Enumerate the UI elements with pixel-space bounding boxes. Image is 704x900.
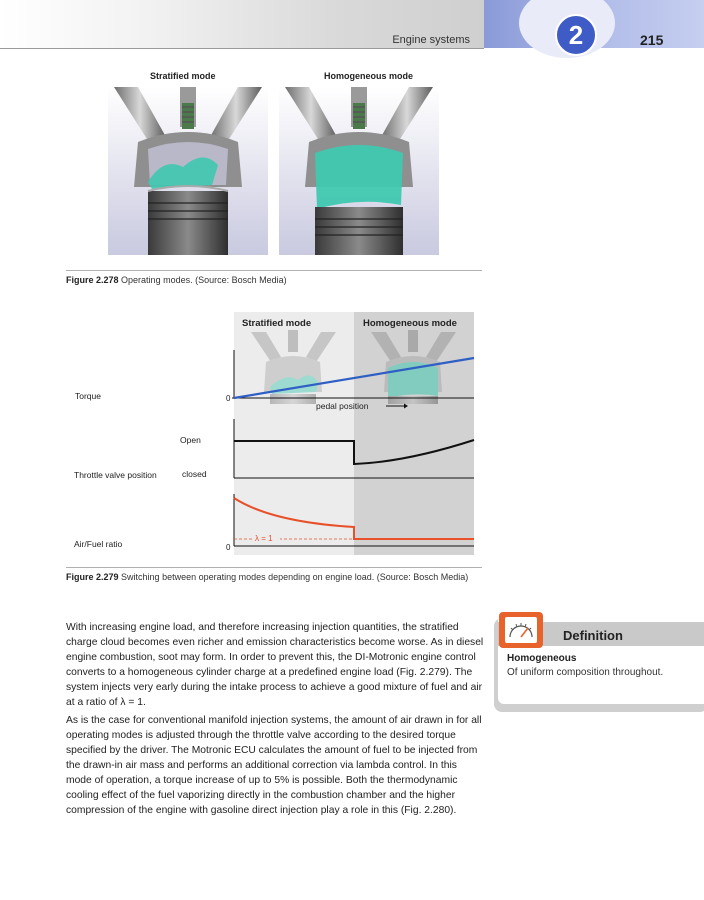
homogeneous-mode-label: Homogeneous mode — [324, 71, 414, 81]
chart-region-homogeneous-label: Homogeneous mode — [363, 318, 457, 329]
pedal-position-label: pedal position — [316, 401, 369, 411]
header-rule — [0, 48, 484, 49]
body-paragraph-1: With increasing engine load, and therefore increasing injection quantities, the stratified charge cloud becomes even richer and emission characteristics become worse. As in diesel engine combustion, soot may form. In order to prevent this, the DI-Motronic engine control converts to a homogeneous cylinder charge at a predefined engine load (Fig. 2.279). The system injects very early during the intake process to achieve a good mixture of fuel and air at a ratio of λ = 1. — [66, 622, 484, 708]
gauge-icon — [498, 611, 544, 649]
chapter-number: 2 — [555, 14, 597, 56]
body-paragraph-2: As is the case for conventional manifold injection systems, the amount of air drawn in for all operating modes is adjusted through the throttle valve according to the desired torque specified by the driver. The Motronic ECU calculates the amount of fuel to be injected from the drawn-in air mass and performs an additional correction via lambda control. In this mode of operation, a torque increase of up to 5% is possible. Both the thermodynamic cooling effect of the fuel vaporizing directly in the combustion chamber and the higher compression of the engine with gasoline direct injection play a role in this (Fig. 2.280). — [66, 715, 482, 816]
torque-row-label: Torque — [75, 391, 101, 401]
figure-278-caption-text: Operating modes. (Source: Bosch Media) — [121, 275, 287, 285]
figure-279-caption-text: Switching between operating modes depending on engine load. (Source: Bosch Media) — [121, 572, 469, 582]
stratified-engine-illustration — [108, 87, 268, 255]
figure-279-caption-label: Figure 2.279 — [66, 572, 119, 582]
body-text — [66, 621, 484, 823]
page-number: 215 — [640, 32, 664, 48]
afr-zero-label: 0 — [226, 543, 231, 552]
definition-term: Homogeneous — [507, 653, 577, 664]
homogeneous-engine-illustration — [279, 87, 439, 255]
mode-switching-chart — [66, 312, 482, 555]
figure-278-caption-label: Figure 2.278 — [66, 275, 119, 285]
throttle-open-label: Open — [180, 435, 201, 445]
definition-heading: Definition — [563, 628, 623, 643]
lambda-label: λ = 1 — [255, 534, 273, 543]
afr-row-label: Air/Fuel ratio — [74, 539, 123, 549]
section-title: Engine systems — [392, 34, 470, 46]
stratified-mode-label: Stratified mode — [150, 71, 216, 81]
figure-278-caption — [66, 274, 287, 286]
throttle-row-label: Throttle valve position — [74, 470, 157, 480]
figure-279-caption — [66, 571, 482, 583]
torque-zero-label: 0 — [226, 394, 231, 403]
chart-region-stratified-label: Stratified mode — [242, 318, 312, 329]
definition-text: Of uniform composition throughout. — [507, 667, 664, 678]
figure-279-rule — [66, 567, 482, 568]
throttle-closed-label: closed — [182, 469, 207, 479]
figure-278-rule — [66, 270, 482, 271]
